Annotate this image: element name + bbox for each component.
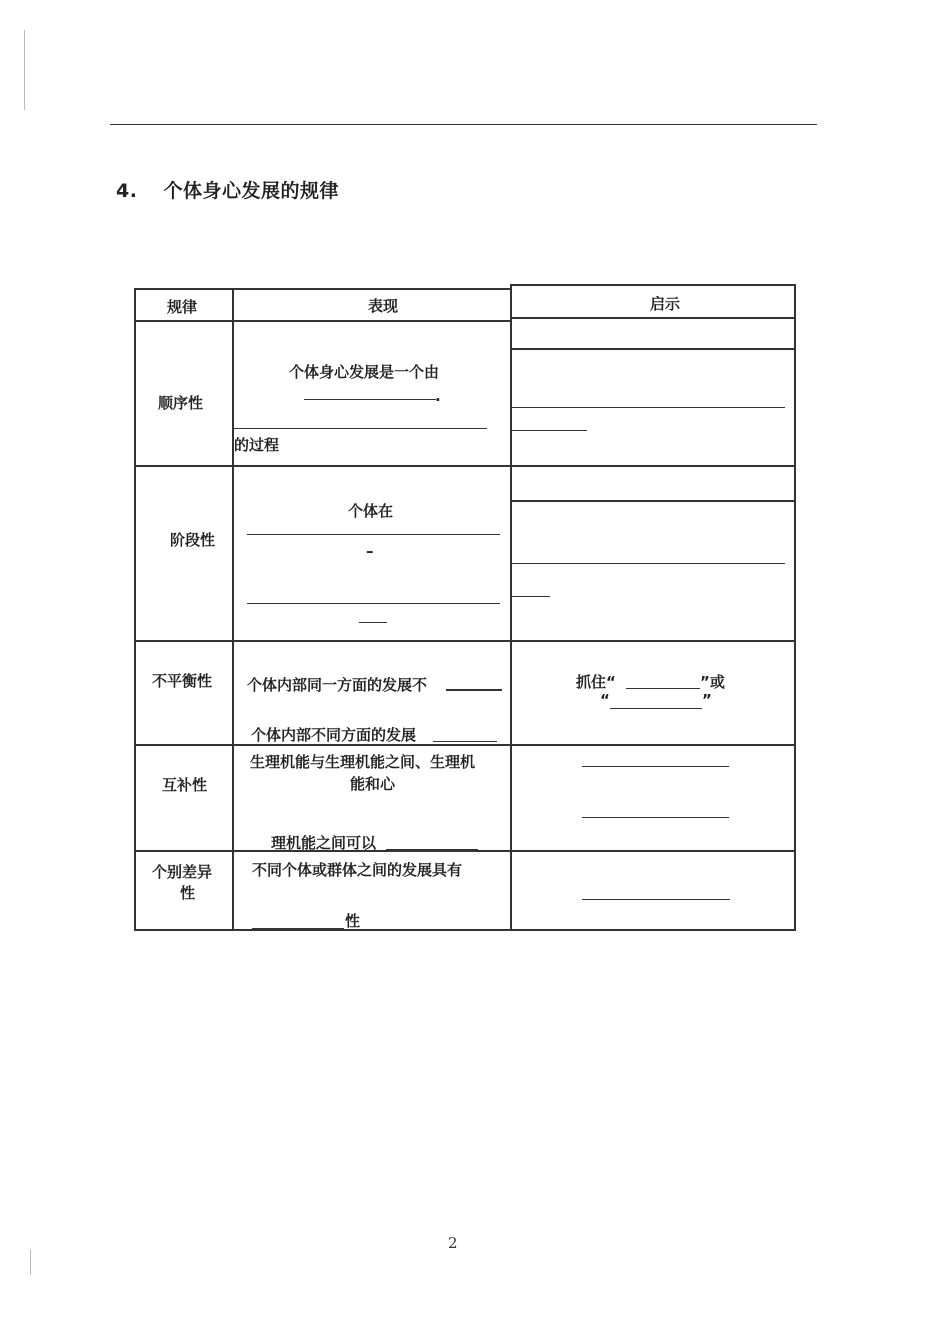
table-border xyxy=(510,500,795,502)
table-border xyxy=(510,317,795,319)
table-border xyxy=(794,284,796,931)
fill-blank xyxy=(247,603,500,604)
section-number: 4. xyxy=(116,180,138,202)
fill-blank xyxy=(610,708,702,709)
row-name-complementarity: 互补性 xyxy=(162,776,208,794)
section-title: 个体身心发展的规律 xyxy=(163,180,339,202)
row-expression-complementarity-3: 理机能之间可以 xyxy=(271,834,377,852)
page-number: 2 xyxy=(448,1234,458,1252)
row-expression-complementarity-1: 生理机能与生理机能之间、生理机 xyxy=(250,753,476,771)
header-rule xyxy=(110,124,817,125)
inspiration-or: ”或 xyxy=(700,673,725,691)
row-name-stage: 阶段性 xyxy=(170,531,216,549)
table-border xyxy=(510,348,795,350)
table-border xyxy=(232,288,234,931)
inspiration-grasp: 抓住“ xyxy=(576,673,616,691)
fill-blank xyxy=(386,849,478,850)
table-border xyxy=(134,288,510,290)
fill-blank xyxy=(247,534,500,535)
fill-blank xyxy=(512,563,785,564)
fill-blank xyxy=(512,407,785,408)
table-border xyxy=(134,320,510,322)
row-expression-sequence: 个体身心发展是一个由 xyxy=(289,363,440,381)
fill-blank xyxy=(304,399,436,400)
table-border xyxy=(134,288,136,931)
row-name-individual-difference: 个别差异 xyxy=(152,863,213,881)
row-expression-imbalance-2: 个体内部不同方面的发展 xyxy=(251,726,417,744)
row-expression-individual-difference-end: 性 xyxy=(345,912,361,930)
row-expression-imbalance-1: 个体内部同一方面的发展不 xyxy=(247,676,428,694)
table-border xyxy=(510,284,795,286)
inspiration-close-quote: ” xyxy=(702,691,712,709)
row-name-imbalance: 不平衡性 xyxy=(152,672,213,690)
row-expression-sequence-end: 的过程 xyxy=(234,436,280,454)
table-border xyxy=(134,744,795,746)
scan-edge-mark xyxy=(24,30,25,110)
header-rule-col: 规律 xyxy=(167,298,198,316)
row-name-individual-difference-2: 性 xyxy=(180,884,196,902)
fill-blank xyxy=(626,688,700,689)
section-heading xyxy=(116,176,339,203)
fill-blank xyxy=(582,899,730,900)
row-expression-stage: 个体在 xyxy=(348,502,394,520)
fill-blank xyxy=(446,689,502,691)
inspiration-open-quote: “ xyxy=(600,691,610,709)
fill-blank xyxy=(582,766,729,767)
table-border xyxy=(134,640,795,642)
row-name-sequence: 顺序性 xyxy=(158,394,204,412)
row-expression-complementarity-2: 能和心 xyxy=(350,775,396,793)
scan-edge-mark xyxy=(30,1250,31,1275)
header-expression-col: 表现 xyxy=(368,297,399,315)
blank-dash: – xyxy=(366,542,374,560)
fill-blank xyxy=(252,928,344,929)
table-border xyxy=(134,929,795,931)
fill-blank xyxy=(512,430,587,431)
blank-dot: . xyxy=(435,387,441,405)
fill-blank xyxy=(512,596,550,597)
fill-blank xyxy=(234,428,487,429)
header-inspiration-col: 启示 xyxy=(650,295,681,313)
row-expression-individual-difference: 不同个体或群体之间的发展具有 xyxy=(252,861,463,879)
table-border xyxy=(134,465,795,467)
table-border xyxy=(134,850,795,852)
fill-blank xyxy=(359,622,387,623)
fill-blank xyxy=(433,741,497,742)
fill-blank xyxy=(582,817,729,818)
table-border xyxy=(510,286,512,931)
